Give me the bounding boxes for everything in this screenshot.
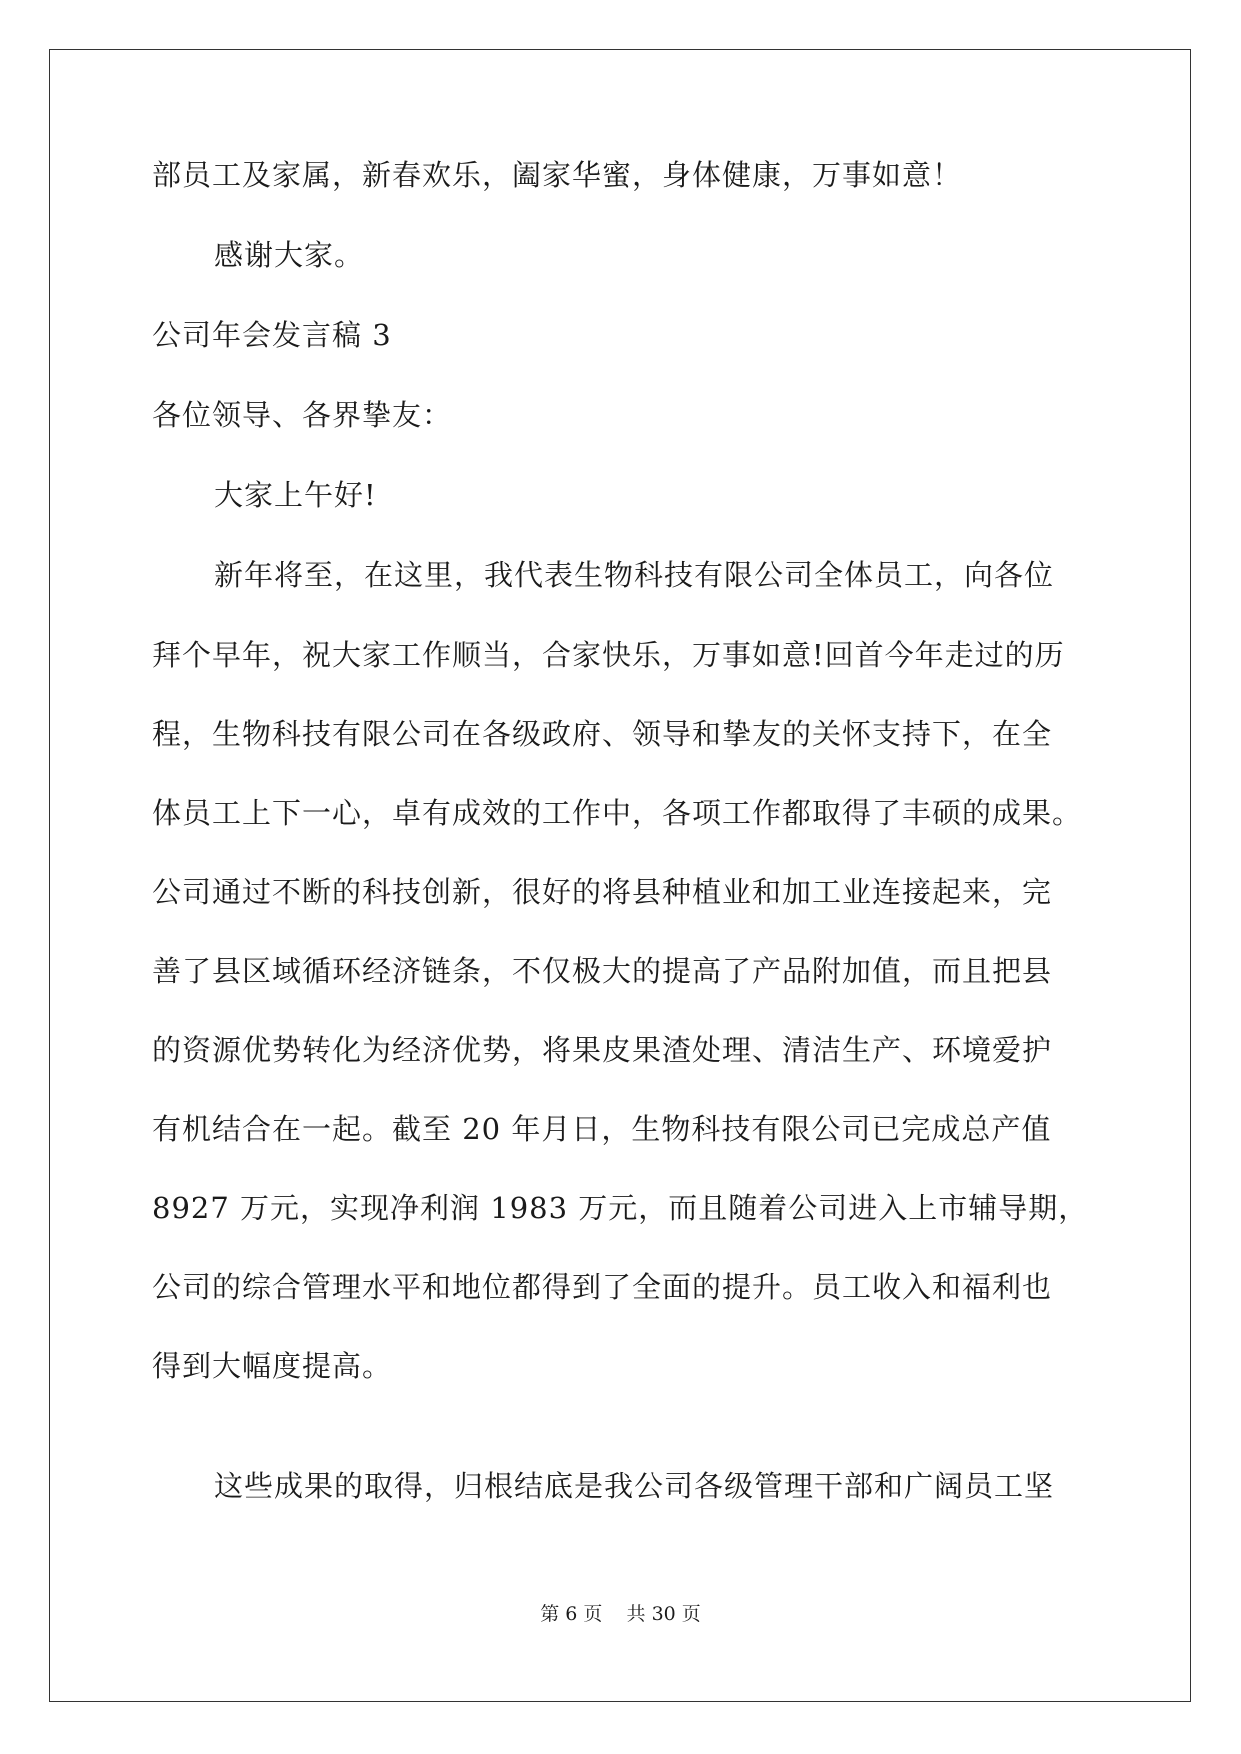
- text-line-1: 部员工及家属，新春欢乐，阖家华蜜，身体健康，万事如意！: [152, 158, 963, 192]
- text-line-14: 8927 万元，实现净利润 1983 万元，而且随着公司进入上市辅导期，: [152, 1191, 1089, 1225]
- text-line-17: 这些成果的取得，归根结底是我公司各级管理干部和广阔员工坚: [214, 1469, 1055, 1503]
- text-line-7: 拜个早年，祝大家工作顺当，合家快乐，万事如意!回首今年走过的历: [152, 638, 1065, 672]
- page-footer: [0, 1602, 1241, 1626]
- text-line-11: 善了县区域循环经济链条，不仅极大的提高了产品附加值，而且把县: [152, 954, 1053, 988]
- greeting: 大家上午好!: [214, 478, 377, 512]
- text-line-9: 体员工上下一心，卓有成效的工作中，各项工作都取得了丰硕的成果。: [152, 796, 1083, 830]
- salutation: 各位领导、各界挚友：: [152, 398, 453, 432]
- text-line-10: 公司通过不断的科技创新，很好的将县种植业和加工业连接起来，完: [152, 875, 1053, 909]
- text-line-2: 感谢大家。: [214, 238, 365, 272]
- text-line-8: 程，生物科技有限公司在各级政府、领导和挚友的关怀支持下，在全: [152, 717, 1053, 751]
- page-number: 第 6 页: [540, 1603, 603, 1625]
- section-heading: 公司年会发言稿 3: [152, 318, 392, 352]
- text-line-6: 新年将至，在这里，我代表生物科技有限公司全体员工，向各位: [214, 558, 1055, 592]
- page-total: 共 30 页: [626, 1603, 701, 1625]
- text-line-13: 有机结合在一起。截至 20 年月日，生物科技有限公司已完成总产值: [152, 1112, 1052, 1146]
- text-line-15: 公司的综合管理水平和地位都得到了全面的提升。员工收入和福利也: [152, 1270, 1053, 1304]
- text-line-12: 的资源优势转化为经济优势，将果皮果渣处理、清洁生产、环境爱护: [152, 1033, 1053, 1067]
- text-line-16: 得到大幅度提高。: [152, 1349, 393, 1383]
